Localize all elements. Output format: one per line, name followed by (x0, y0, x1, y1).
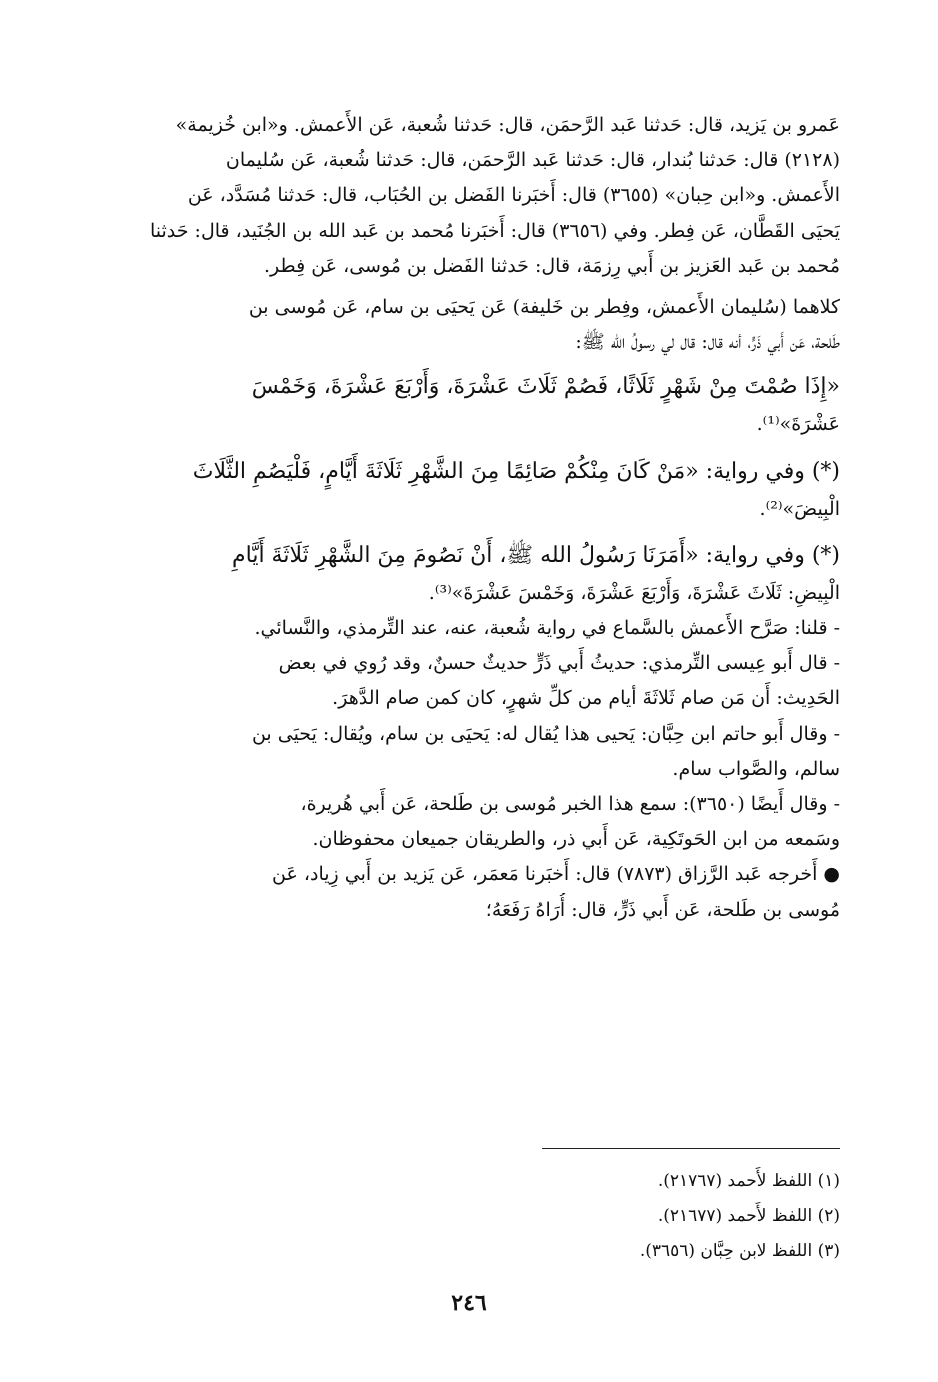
hadith-text-line: الْبِيضَ»⁽²⁾. (759, 497, 840, 520)
text-line: يَحيَى القَطَّان، عَن فِطر. وفي (٣٦٥٦) قال: أَخبَرنا مُحمد بن عَبد الله بن الجُنَيد، قال: حَدثنا (149, 219, 840, 242)
text-line: سالم، والصَّواب سام. (672, 757, 840, 780)
hadith-text-line: الْبِيضِ: ثَلَاثَ عَشْرَةَ، وَأَرْبَعَ عَشْرَةَ، وَخَمْسَ عَشْرَةَ»⁽³⁾. (428, 581, 840, 604)
text-line: - وقال أَيضًا (٣٦٥٠): سمع هذا الخبر مُوسى بن طَلحة، عَن أَبي هُريرة، (300, 793, 840, 816)
hadith-text-line: عَشْرَةَ»⁽¹⁾. (756, 413, 840, 436)
footnotes (500, 1164, 840, 1269)
text-line: - وقال أَبو حاتم ابن حِبَّان: يَحيى هذا يُقال له: يَحيَى بن سام، ويُقال: يَحيَى بن (251, 722, 840, 745)
hadith-text-line: (*) وفي رواية: «أَمَرَنَا رَسُولُ الله ﷺ، أَنْ نَصُومَ مِنَ الشَّهْرِ ثَلَاثَةَ أَيَّامِ (232, 542, 840, 568)
text-line: الحَدِيث: أَن مَن صام ثَلاثَةَ أيام من كلِّ شهرٍ، كان كمن صام الدَّهرَ. (332, 687, 840, 710)
main-text (100, 108, 840, 928)
text-line: ● أَخرجه عَبد الرَّزاق (٧٨٧٣) قال: أَخبَرنا مَعمَر، عَن يَزيد بن أَبي زِياد، عَن (272, 863, 840, 886)
text-line: كلاهما (سُليمان الأَعمش، وفِطر بن خَليفة) عَن يَحيَى بن سام، عَن مُوسى بن (248, 296, 840, 319)
text-line: (٢١٢٨) قال: حَدثنا بُندار، قال: حَدثنا عَبد الرَّحمَن، قال: حَدثنا شُعبة، عَن سُليمان (225, 149, 840, 172)
text-line: - قال أَبو عِيسى التِّرمذي: حديثُ أَبي ذَرٍّ حديثٌ حسنٌ، وقد رُوي في بعض (278, 652, 840, 675)
text-line: طَلحة، عَن أَبي ذَرٍّ، أنه قال: قال لي رسولُ الله ﷺ: (575, 331, 840, 354)
hadith-text-line: (*) وفي رواية: «مَنْ كَانَ مِنْكُمْ صَائِمًا مِنَ الشَّهْرِ ثَلَاثَةَ أَيَّامٍ، فَلْيَصُمِ الثَّلَاثَ (192, 458, 840, 484)
hadith-text-line: «إِذَا صُمْتَ مِنْ شَهْرٍ ثَلَاثًا، فَصُمْ ثَلَاثَ عَشْرَةَ، وَأَرْبَعَ عَشْرَةَ، وَخَمْسَ (251, 374, 840, 400)
text-line: مُوسى بن طَلحة، عَن أَبي ذَرٍّ، قال: أُرَاهُ رَفَعَهُ؛ (485, 898, 840, 921)
footnote-divider (542, 1148, 840, 1149)
footnote-2: (٢) اللفظ لأَحمد (٢١٦٧٧). (657, 1206, 840, 1226)
text-line: الأَعمش. و«ابن حِبان» (٣٦٥٥) قال: أَخبَرنا الفَضل بن الحُبَاب، قال: حَدثنا مُسَدَّد، عَن (187, 184, 840, 207)
footnote-1: (١) اللفظ لأَحمد (٢١٧٦٧). (657, 1171, 840, 1191)
text-line: وسَمعه من ابن الحَوتَكِية، عَن أَبي ذر، والطريقان جميعان محفوظان. (312, 828, 840, 851)
text-line: عَمرو بن يَزيد، قال: حَدثنا عَبد الرَّحمَن، قال: حَدثنا شُعبة، عَن الأَعمش. و«ابن خُزيمة» (175, 114, 840, 136)
text-line: - قلنا: صَرَّح الأَعمش بالسَّماع في رواية شُعبة، عنه، عند التِّرمذي، والنَّسائي. (254, 617, 840, 640)
page-number: ٢٤٦ (451, 1290, 487, 1316)
footnote-3: (٣) اللفظ لابن حِبَّان (٣٦٥٦). (639, 1241, 840, 1261)
text-line: مُحمد بن عَبد العَزيز بن أَبي رِزمَة، قال: حَدثنا الفَضل بن مُوسى، عَن فِطر. (264, 254, 840, 277)
